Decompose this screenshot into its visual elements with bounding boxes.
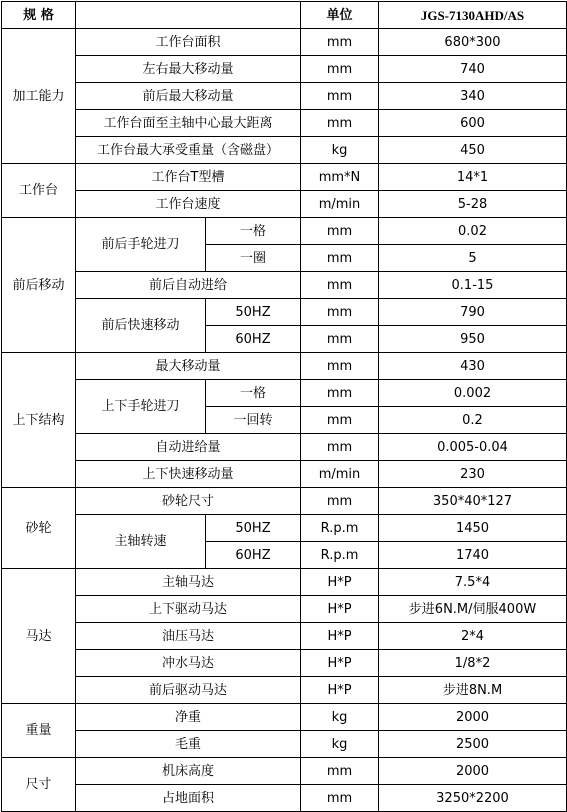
table-row — [2, 785, 567, 812]
row-unit: mm — [301, 83, 379, 110]
row-label: 上下驱动马达 — [76, 596, 301, 623]
row-unit: mm — [301, 245, 379, 272]
row-value: 0.002 — [379, 380, 567, 407]
row-value: 2000 — [379, 704, 567, 731]
row-value: 步进6N.M/伺服400W — [379, 596, 567, 623]
row-label: 净重 — [76, 704, 301, 731]
row-value: 340 — [379, 83, 567, 110]
row-label: 工作台最大承受重量（含磁盘） — [76, 137, 301, 164]
table-row — [2, 218, 567, 245]
table-row — [2, 56, 567, 83]
table-row — [2, 731, 567, 758]
row-sub: 一格 — [206, 380, 301, 407]
row-value: 680*300 — [379, 29, 567, 56]
row-label: 最大移动量 — [76, 353, 301, 380]
row-value: 350*40*127 — [379, 488, 567, 515]
table-row — [2, 569, 567, 596]
row-unit: mm — [301, 407, 379, 434]
row-unit: mm — [301, 29, 379, 56]
row-unit: R.p.m — [301, 515, 379, 542]
table-row — [2, 434, 567, 461]
row-unit: H*P — [301, 623, 379, 650]
row-unit: H*P — [301, 569, 379, 596]
row-value: 1740 — [379, 542, 567, 569]
row-unit: mm — [301, 299, 379, 326]
row-value: 0.2 — [379, 407, 567, 434]
row-unit: mm — [301, 353, 379, 380]
row-label: 主轴马达 — [76, 569, 301, 596]
table-row — [2, 704, 567, 731]
table-row — [2, 164, 567, 191]
row-label: 占地面积 — [76, 785, 301, 812]
row-value: 0.02 — [379, 218, 567, 245]
row-value: 7.5*4 — [379, 569, 567, 596]
header-unit: 单位 — [301, 2, 379, 29]
row-value: 2500 — [379, 731, 567, 758]
spec-table — [1, 1, 567, 812]
table-row — [2, 110, 567, 137]
row-unit: mm — [301, 785, 379, 812]
row-value: 2000 — [379, 758, 567, 785]
row-value: 0.1-15 — [379, 272, 567, 299]
row-label: 前后最大移动量 — [76, 83, 301, 110]
row-unit: kg — [301, 137, 379, 164]
row-label: 机床高度 — [76, 758, 301, 785]
table-row — [2, 677, 567, 704]
row-sub: 一圈 — [206, 245, 301, 272]
row-sub: 50HZ — [206, 299, 301, 326]
table-row — [2, 29, 567, 56]
section-fb-move: 前后移动 — [2, 218, 76, 353]
row-unit: m/min — [301, 191, 379, 218]
row-unit: mm*N — [301, 164, 379, 191]
table-row — [2, 137, 567, 164]
row-unit: mm — [301, 272, 379, 299]
row-label: 油压马达 — [76, 623, 301, 650]
row-label: 左右最大移动量 — [76, 56, 301, 83]
header-spec: 规 格 — [2, 2, 76, 29]
section-size: 尺寸 — [2, 758, 76, 812]
row-label: 工作台T型槽 — [76, 164, 301, 191]
row-unit: mm — [301, 218, 379, 245]
row-unit: mm — [301, 434, 379, 461]
row-value: 5 — [379, 245, 567, 272]
row-unit: H*P — [301, 677, 379, 704]
row-unit: mm — [301, 110, 379, 137]
row-value: 14*1 — [379, 164, 567, 191]
row-unit: mm — [301, 380, 379, 407]
row-unit: mm — [301, 56, 379, 83]
section-worktable: 工作台 — [2, 164, 76, 218]
header-model: JGS-7130AHD/AS — [379, 2, 567, 29]
row-unit: m/min — [301, 461, 379, 488]
table-row — [2, 650, 567, 677]
table-row — [2, 83, 567, 110]
row-value: 740 — [379, 56, 567, 83]
row-label: 工作台速度 — [76, 191, 301, 218]
row-unit: kg — [301, 704, 379, 731]
table-row — [2, 353, 567, 380]
section-motor: 马达 — [2, 569, 76, 704]
row-label: 毛重 — [76, 731, 301, 758]
row-label: 工作台面至主轴中心最大距离 — [76, 110, 301, 137]
row-value: 1/8*2 — [379, 650, 567, 677]
row-group: 前后手轮进刀 — [76, 218, 206, 272]
row-label: 前后驱动马达 — [76, 677, 301, 704]
row-value: 230 — [379, 461, 567, 488]
row-value: 430 — [379, 353, 567, 380]
table-row — [2, 380, 567, 407]
section-ud-struct: 上下结构 — [2, 353, 76, 488]
row-label: 前后自动进给 — [76, 272, 301, 299]
row-sub: 一格 — [206, 218, 301, 245]
row-label: 上下快速移动量 — [76, 461, 301, 488]
table-row — [2, 191, 567, 218]
row-sub: 一回转 — [206, 407, 301, 434]
row-sub: 60HZ — [206, 326, 301, 353]
row-label: 工作台面积 — [76, 29, 301, 56]
row-value: 790 — [379, 299, 567, 326]
table-row — [2, 596, 567, 623]
row-group: 上下手轮进刀 — [76, 380, 206, 434]
row-group: 主轴转速 — [76, 515, 206, 569]
row-sub: 50HZ — [206, 515, 301, 542]
row-value: 2*4 — [379, 623, 567, 650]
row-value: 0.005-0.04 — [379, 434, 567, 461]
header-row — [2, 2, 567, 29]
section-wheel: 砂轮 — [2, 488, 76, 569]
row-unit: R.p.m — [301, 542, 379, 569]
row-unit: kg — [301, 731, 379, 758]
row-group: 前后快速移动 — [76, 299, 206, 353]
header-blank — [76, 2, 301, 29]
row-unit: mm — [301, 758, 379, 785]
row-value: 1450 — [379, 515, 567, 542]
row-value: 600 — [379, 110, 567, 137]
row-unit: mm — [301, 488, 379, 515]
table-row — [2, 623, 567, 650]
row-sub: 60HZ — [206, 542, 301, 569]
row-value: 步进8N.M — [379, 677, 567, 704]
table-row — [2, 758, 567, 785]
row-value: 950 — [379, 326, 567, 353]
row-label: 砂轮尺寸 — [76, 488, 301, 515]
table-row — [2, 272, 567, 299]
section-processing: 加工能力 — [2, 29, 76, 164]
row-value: 450 — [379, 137, 567, 164]
table-row — [2, 461, 567, 488]
section-weight: 重量 — [2, 704, 76, 758]
row-value: 5-28 — [379, 191, 567, 218]
row-unit: H*P — [301, 650, 379, 677]
table-row — [2, 299, 567, 326]
table-row — [2, 488, 567, 515]
row-unit: mm — [301, 326, 379, 353]
row-unit: H*P — [301, 596, 379, 623]
row-label: 自动进给量 — [76, 434, 301, 461]
row-value: 3250*2200 — [379, 785, 567, 812]
row-label: 冲水马达 — [76, 650, 301, 677]
table-row — [2, 515, 567, 542]
